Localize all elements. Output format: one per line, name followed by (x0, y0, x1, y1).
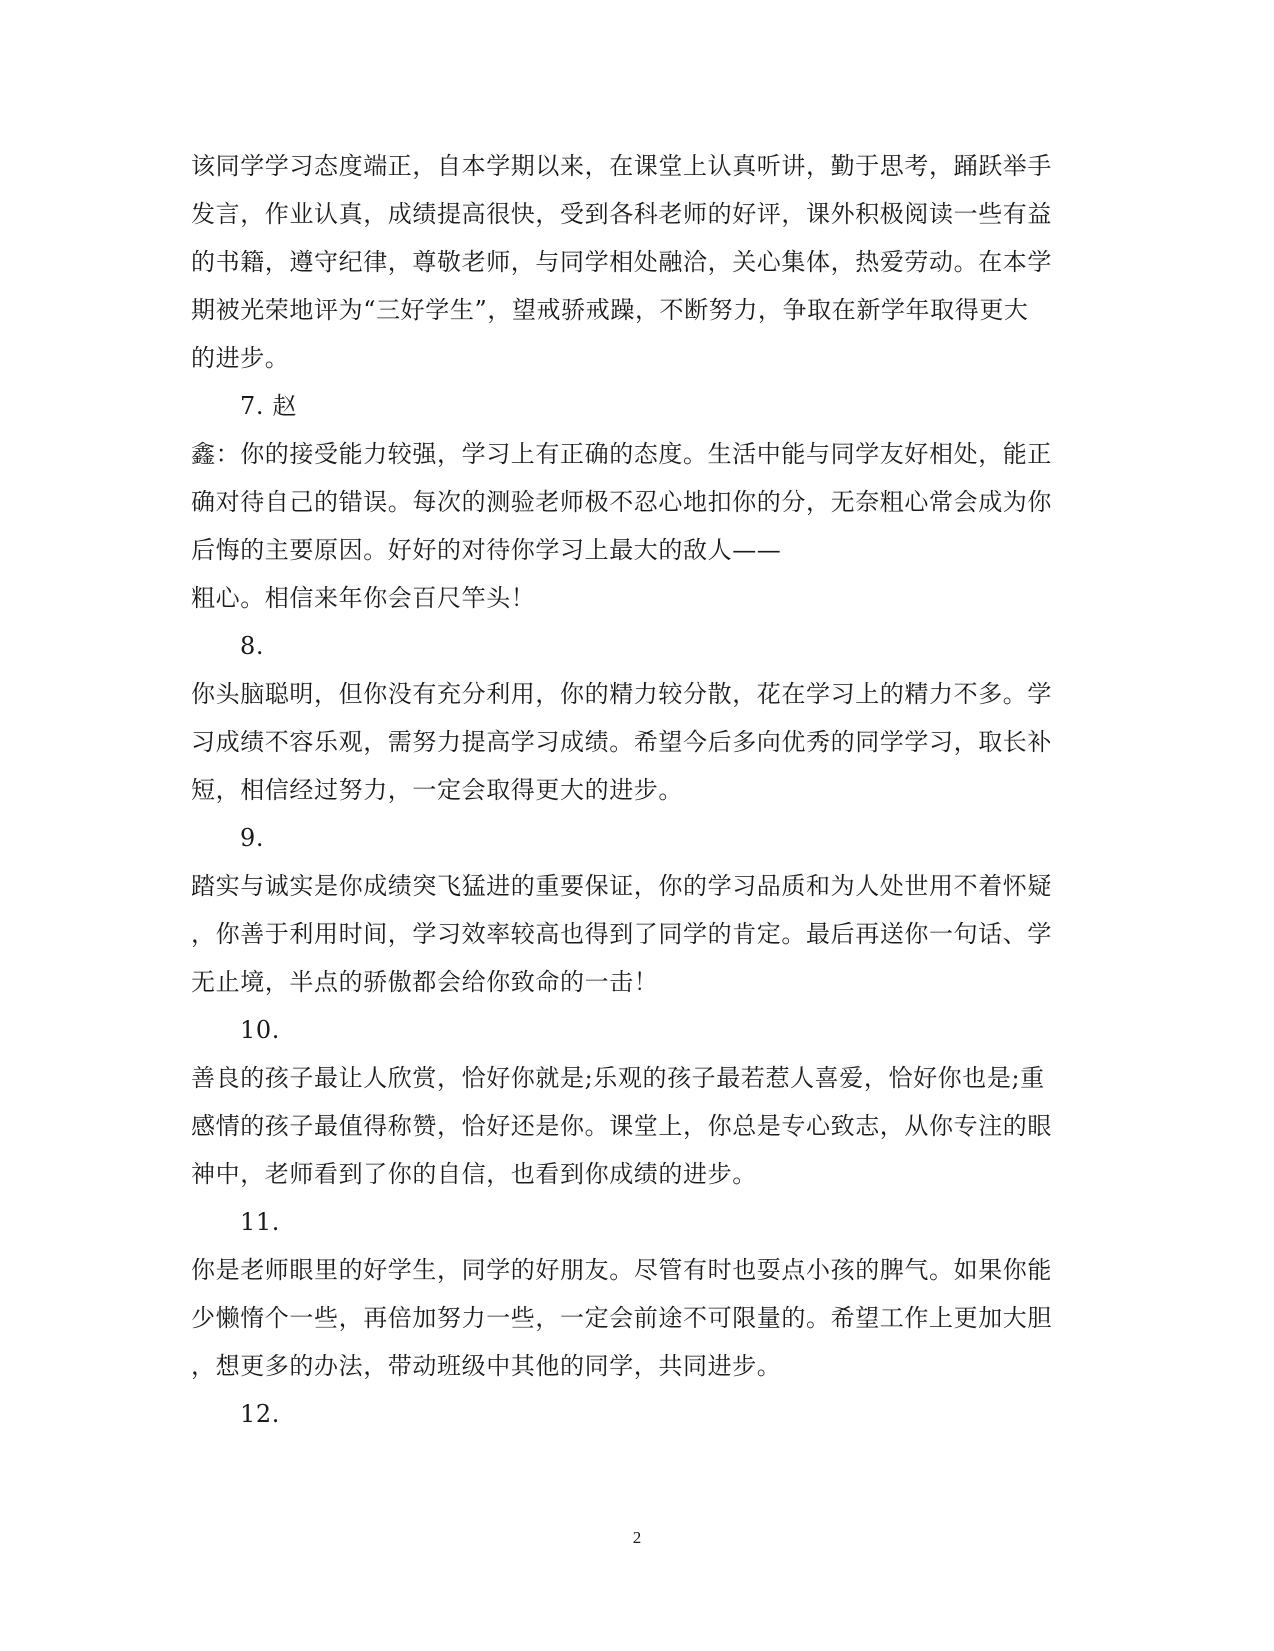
item-number-10: 10. (240, 1016, 280, 1044)
paragraph-line: 感情的孩子最值得称赞，恰好还是你。课堂上，你总是专心致志，从你专注的眼 (191, 1112, 1052, 1140)
paragraph-line: 无止境，半点的骄傲都会给你致命的一击！ (191, 968, 659, 996)
paragraph-line: 发言，作业认真，成绩提高很快，受到各科老师的好评，课外积极阅读一些有益 (191, 200, 1052, 228)
paragraph-line: 粗心。相信来年你会百尺竿头！ (191, 584, 536, 612)
paragraph-line: ，想更多的办法，带动班级中其他的同学，共同进步。 (191, 1352, 782, 1380)
page-number: 2 (632, 1528, 642, 1547)
paragraph-line: 习成绩不容乐观，需努力提高学习成绩。希望今后多向优秀的同学学习，取长补 (191, 728, 1052, 756)
item-number-12: 12. (240, 1400, 280, 1428)
paragraph-line: 神中，老师看到了你的自信，也看到你成绩的进步。 (191, 1160, 757, 1188)
paragraph-line: 短，相信经过努力，一定会取得更大的进步。 (191, 776, 683, 804)
item-number-9: 9. (240, 824, 265, 852)
paragraph-line: 鑫：你的接受能力较强，学习上有正确的态度。生活中能与同学友好相处，能正 (191, 440, 1052, 468)
item-number-11: 11. (240, 1208, 280, 1236)
paragraph-line: 善良的孩子最让人欣赏，恰好你就是;乐观的孩子最若惹人喜爱，恰好你也是;重 (191, 1064, 1045, 1092)
paragraph-line: 的书籍，遵守纪律，尊敬老师，与同学相处融洽，关心集体，热爱劳动。在本学 (191, 248, 1052, 276)
paragraph-line: 期被光荣地评为“三好学生”，望戒骄戒躁，不断努力，争取在新学年取得更大 (191, 296, 1029, 324)
paragraph-line: 的进步。 (191, 344, 290, 372)
paragraph-line: 你头脑聪明，但你没有充分利用，你的精力较分散，花在学习上的精力不多。学 (191, 680, 1052, 708)
paragraph-line: 踏实与诚实是你成绩突飞猛进的重要保证，你的学习品质和为人处世用不着怀疑 (191, 872, 1052, 900)
paragraph-line: 后悔的主要原因。好好的对待你学习上最大的敌人—— (191, 536, 782, 564)
paragraph-line: 确对待自己的错误。每次的测验老师极不忍心地扣你的分，无奈粗心常会成为你 (191, 488, 1052, 516)
paragraph-line: ，你善于利用时间，学习效率较高也得到了同学的肯定。最后再送你一句话、学 (191, 920, 1052, 948)
item-number-7: 7. 赵 (240, 392, 297, 420)
item-number-8: 8. (240, 632, 265, 660)
paragraph-line: 少懒惰个一些，再倍加努力一些，一定会前途不可限量的。希望工作上更加大胆 (191, 1304, 1052, 1332)
paragraph-line: 该同学学习态度端正，自本学期以来，在课堂上认真听讲，勤于思考，踊跃举手 (191, 152, 1052, 180)
paragraph-line: 你是老师眼里的好学生，同学的好朋友。尽管有时也耍点小孩的脾气。如果你能 (191, 1256, 1052, 1284)
